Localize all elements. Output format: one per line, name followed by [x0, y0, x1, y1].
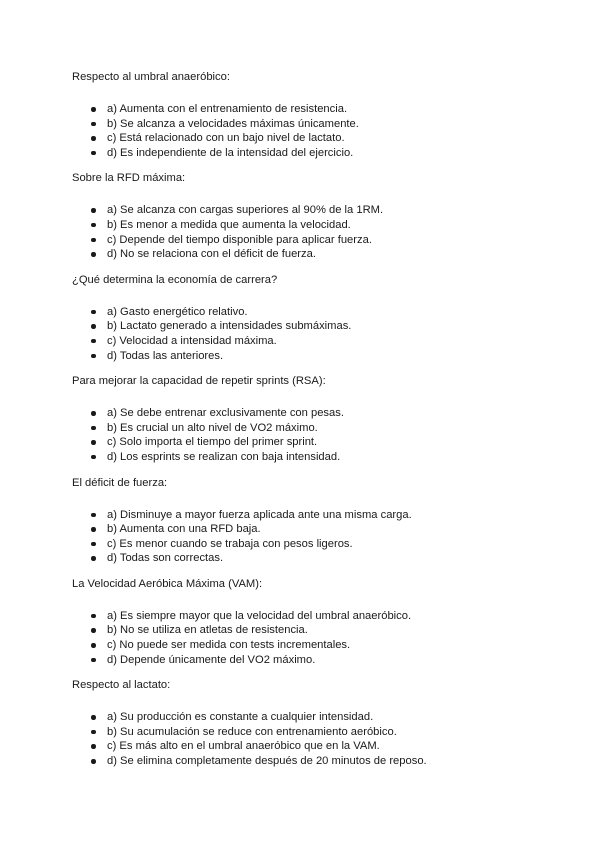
- option-list: [72, 406, 552, 464]
- option-text: c) Está relacionado con un bajo nivel de lactato.: [107, 132, 345, 145]
- bullet-icon: [91, 310, 96, 315]
- option-text: a) Disminuye a mayor fuerza aplicada ante una misma carga.: [107, 508, 412, 521]
- option-text: a) Se debe entrenar exclusivamente con pesas.: [107, 407, 344, 420]
- option-text: c) Es menor cuando se trabaja con pesos ligeros.: [107, 537, 353, 550]
- option-list: [72, 609, 552, 667]
- bullet-icon: [91, 513, 96, 518]
- option-list: [72, 102, 552, 160]
- option-item: [72, 349, 552, 364]
- bullet-icon: [91, 527, 96, 532]
- option-item: [72, 421, 552, 436]
- option-item: [72, 131, 552, 146]
- option-item: [72, 508, 552, 523]
- option-text: d) Se elimina completamente después de 20 minutos de reposo.: [107, 755, 427, 768]
- option-item: [72, 450, 552, 465]
- option-text: a) Se alcanza con cargas superiores al 90% de la 1RM.: [107, 204, 384, 217]
- bullet-icon: [91, 339, 96, 344]
- bullet-icon: [91, 324, 96, 329]
- quiz-content: [72, 70, 552, 769]
- option-item: [72, 319, 552, 334]
- question-text: Respecto al umbral anaeróbico:: [72, 71, 230, 83]
- option-text: a) Es siempre mayor que la velocidad del umbral anaeróbico.: [107, 609, 412, 622]
- question-block: [72, 577, 552, 667]
- option-item: [72, 537, 552, 552]
- option-item: [72, 754, 552, 769]
- option-item: [72, 247, 552, 262]
- option-item: [72, 102, 552, 117]
- option-text: d) Todas las anteriores.: [107, 349, 224, 362]
- question-text: La Velocidad Aeróbica Máxima (VAM):: [72, 577, 263, 590]
- option-text: a) Aumenta con el entrenamiento de resistencia.: [107, 103, 348, 115]
- question-text: ¿Qué determina la economía de carrera?: [72, 273, 278, 286]
- question-block: [72, 70, 552, 160]
- question-block: [72, 273, 552, 363]
- option-item: [72, 623, 552, 638]
- option-item: [72, 609, 552, 624]
- question-text: Sobre la RFD máxima:: [72, 172, 186, 185]
- option-text: c) Es más alto en el umbral anaeróbico que en la VAM.: [107, 740, 380, 753]
- question-text: Respecto al lactato:: [72, 679, 171, 692]
- option-text: b) Es crucial un alto nivel de VO2 máximo.: [107, 421, 318, 434]
- bullet-icon: [91, 614, 96, 619]
- option-item: [72, 218, 552, 233]
- bullet-icon: [91, 455, 96, 460]
- option-item: [72, 406, 552, 421]
- option-item: [72, 435, 552, 450]
- option-item: [72, 146, 552, 161]
- option-item: [72, 203, 552, 218]
- bullet-icon: [91, 715, 96, 720]
- bullet-icon: [91, 744, 96, 749]
- question-block: [72, 374, 552, 464]
- option-text: d) Los esprints se realizan con baja intensidad.: [107, 450, 341, 463]
- bullet-icon: [91, 542, 96, 547]
- option-text: c) Depende del tiempo disponible para aplicar fuerza.: [107, 233, 372, 246]
- bullet-icon: [91, 556, 96, 561]
- option-item: [72, 725, 552, 740]
- option-item: [72, 551, 552, 566]
- bullet-icon: [91, 208, 96, 213]
- option-item: [72, 522, 552, 537]
- bullet-icon: [91, 643, 96, 648]
- bullet-icon: [91, 122, 96, 127]
- option-list: [72, 305, 552, 363]
- option-text: d) Todas son correctas.: [107, 552, 224, 565]
- option-text: d) Es independiente de la intensidad del ejercicio.: [107, 146, 354, 159]
- question-block: [72, 678, 552, 768]
- bullet-icon: [91, 628, 96, 633]
- option-item: [72, 638, 552, 653]
- option-text: c) No puede ser medida con tests incrementales.: [107, 639, 351, 652]
- option-item: [72, 739, 552, 754]
- option-text: b) Es menor a medida que aumenta la velocidad.: [107, 218, 351, 231]
- option-text: d) No se relaciona con el déficit de fuerza.: [107, 248, 316, 261]
- bullet-icon: [91, 759, 96, 764]
- bullet-icon: [91, 426, 96, 431]
- option-item: [72, 117, 552, 132]
- bullet-icon: [91, 252, 96, 257]
- option-text: b) Aumenta con una RFD baja.: [107, 523, 261, 536]
- option-item: [72, 233, 552, 248]
- bullet-icon: [91, 238, 96, 243]
- bullet-icon: [91, 107, 96, 112]
- option-text: b) Se alcanza a velocidades máximas únicamente.: [107, 117, 359, 130]
- bullet-icon: [91, 136, 96, 141]
- question-text: Para mejorar la capacidad de repetir sprints (RSA):: [72, 375, 326, 388]
- option-item: [72, 334, 552, 349]
- option-text: b) Lactato generado a intensidades submáximas.: [107, 320, 352, 333]
- bullet-icon: [91, 730, 96, 735]
- option-text: a) Su producción es constante a cualquier intensidad.: [107, 711, 374, 724]
- bullet-icon: [91, 411, 96, 416]
- bullet-icon: [91, 151, 96, 156]
- question-block: [72, 171, 552, 261]
- option-text: d) Depende únicamente del VO2 máximo.: [107, 653, 316, 666]
- bullet-icon: [91, 223, 96, 228]
- option-text: c) Velocidad a intensidad máxima.: [107, 334, 277, 347]
- option-list: [72, 710, 552, 768]
- option-item: [72, 305, 552, 320]
- question-text: El déficit de fuerza:: [72, 476, 168, 489]
- option-list: [72, 508, 552, 566]
- option-text: a) Gasto energético relativo.: [107, 305, 248, 318]
- option-text: b) No se utiliza en atletas de resistencia.: [107, 624, 308, 637]
- question-block: [72, 476, 552, 566]
- bullet-icon: [91, 354, 96, 359]
- option-item: [72, 710, 552, 725]
- option-text: b) Su acumulación se reduce con entrenamiento aeróbico.: [107, 725, 397, 738]
- option-text: c) Solo importa el tiempo del primer sprint.: [107, 436, 318, 449]
- option-item: [72, 653, 552, 668]
- option-list: [72, 203, 552, 261]
- bullet-icon: [91, 658, 96, 663]
- bullet-icon: [91, 440, 96, 445]
